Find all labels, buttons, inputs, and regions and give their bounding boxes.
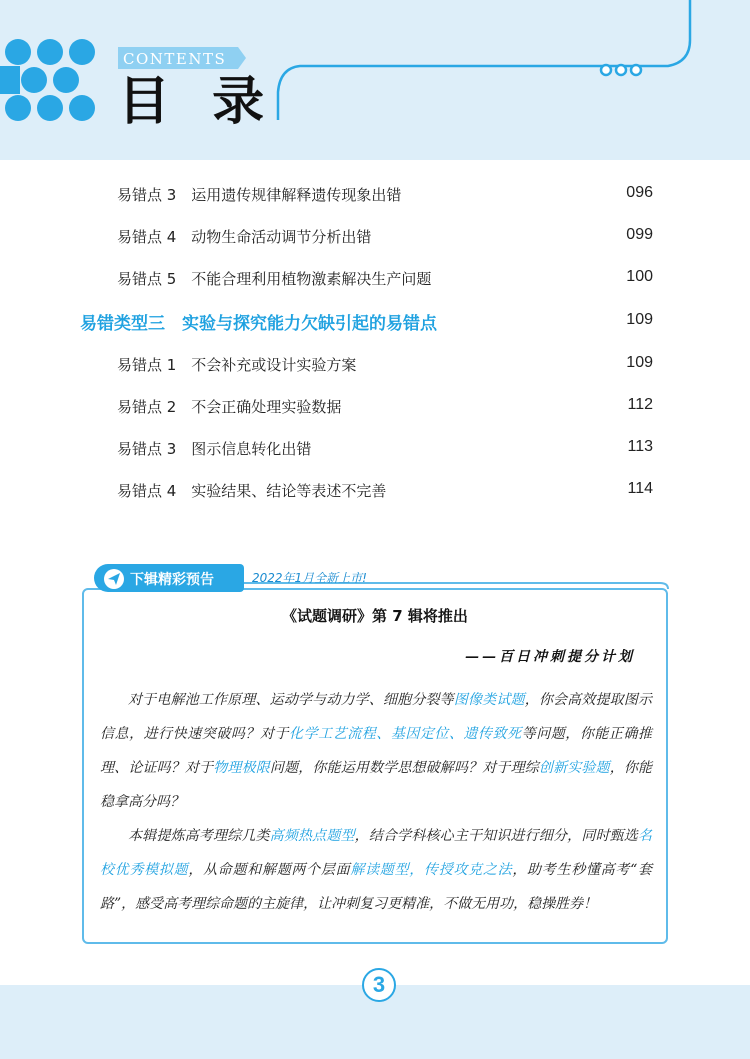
preview-body (100, 683, 652, 921)
toc-section-row[interactable] (0, 307, 750, 333)
toc-page-number: 096 (626, 184, 653, 201)
toc-label: 易错点 5 不能合理利用植物激素解决生产问题 (117, 270, 432, 288)
text-run: ，从命题和解题两个层面 (188, 862, 351, 878)
toc-section-label: 易错类型三 实验与探究能力欠缺引起的易错点 (80, 314, 437, 334)
highlight-run: 高频热点题型 (269, 828, 355, 844)
text-run: ，你会高效提取图示信息，进行快速突破吗？对于 (100, 692, 653, 742)
toc-page-number: 099 (626, 226, 653, 243)
toc-label: 易错点 4 动物生命活动调节分析出错 (117, 228, 372, 246)
highlight-run: 图像类试题 (453, 692, 525, 708)
toc-page-number: 112 (627, 396, 653, 413)
highlight-run: 创新实验题 (538, 760, 610, 776)
text-run: 等问题，你能正确推理、论证吗？对于 (100, 726, 653, 776)
paper-plane-icon (103, 568, 125, 590)
text-run: 本辑提炼高考理综几类 (128, 828, 270, 844)
toc-label: 易错点 1 不会补充或设计实验方案 (117, 356, 357, 374)
text-run: 问题，你能运用数学思想破解吗？对于理综 (269, 760, 539, 776)
preview-tab-label: 下辑精彩预告 (130, 572, 214, 588)
toc-label: 易错点 3 图示信息转化出错 (117, 440, 312, 458)
text-run: ，你能稳拿高分吗？ (100, 760, 653, 810)
toc-row[interactable] (0, 222, 750, 248)
toc-page-number: 114 (627, 480, 653, 497)
preview-paragraph-2 (100, 819, 652, 921)
preview-heading: 《试题调研》第 7 辑将推出 (282, 607, 468, 625)
contents-word: CONTENTS (123, 50, 227, 68)
text-run: 对于电解池工作原理、运动学与动力学、细胞分裂等 (128, 692, 454, 708)
highlight-run: 物理极限 (213, 760, 270, 776)
preview-paragraph-1 (100, 683, 652, 819)
highlight-run: 名校优秀模拟题 (100, 828, 653, 878)
toc-row[interactable] (0, 476, 750, 502)
toc-label: 易错点 3 运用遗传规律解释遗传现象出错 (117, 186, 402, 204)
toc-page-number: 109 (626, 311, 653, 328)
toc-page-number: 113 (627, 438, 653, 455)
toc-row[interactable] (0, 180, 750, 206)
highlight-run: 解读题型，传授攻克之法 (350, 862, 513, 878)
toc-row[interactable] (0, 264, 750, 290)
text-run: ，结合学科核心主干知识进行细分，同时甄选 (354, 828, 639, 844)
preview-subtitle: ——百日冲刺提分计划 (465, 649, 635, 665)
toc-page-number: 109 (626, 354, 653, 371)
preview-date-note: 2022年1月全新上市! (252, 571, 367, 585)
toc-label: 易错点 4 实验结果、结论等表述不完善 (117, 482, 387, 500)
toc-row[interactable] (0, 392, 750, 418)
page-title: 目 录 (118, 72, 277, 132)
page-number: 3 (362, 968, 396, 1002)
highlight-run: 化学工艺流程、基因定位、遗传致死 (289, 726, 522, 742)
toc-label: 易错点 2 不会正确处理实验数据 (117, 398, 342, 416)
toc-row[interactable] (0, 434, 750, 460)
header-decoration (0, 0, 750, 160)
toc-page-number: 100 (626, 268, 653, 285)
text-run: ，助考生秒懂高考“套路”，感受高考理综命题的主旋律，让冲刺复习更精准，不做无用功，稳操胜券！ (100, 862, 653, 912)
toc-row[interactable] (0, 350, 750, 376)
